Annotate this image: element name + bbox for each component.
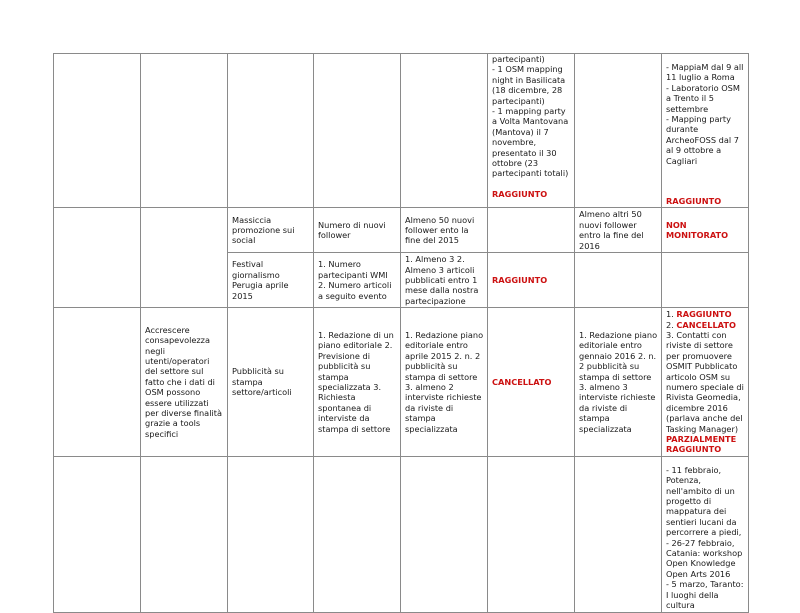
cell-objective xyxy=(54,308,141,457)
table-row xyxy=(54,308,749,457)
result-line: - 5 marzo, Taranto: I luoghi della cultura xyxy=(666,579,744,611)
status-badge: RAGGIUNTO xyxy=(492,274,548,285)
cell-result-2016 xyxy=(662,208,749,253)
cell-action xyxy=(228,456,314,612)
cell-target-2016 xyxy=(575,253,662,308)
cell-target-2015: Almeno 50 nuovi follower ento la fine del 2015 xyxy=(401,208,488,253)
cell-target-2015: 1. Almeno 3 2. Almeno 3 articoli pubblicati entro 1 mese dalla nostra partecipazione xyxy=(401,253,488,308)
cell-result-2015 xyxy=(488,308,575,457)
status-badge: NON MONITORATO xyxy=(666,219,729,241)
table-row xyxy=(54,456,749,612)
cell-target-2016 xyxy=(575,456,662,612)
result-line: - 11 febbraio, Potenza, nell'ambito di un progetto di mappatura dei sentieri lucani da percorrere a piedi, xyxy=(666,464,742,538)
status-badge: PARZIALMENTE RAGGIUNTO xyxy=(666,434,737,455)
cell-result-2016 xyxy=(662,456,749,612)
cell-indicator: 1. Numero partecipanti WMI 2. Numero articoli a seguito evento xyxy=(314,253,401,308)
cell-action: Festival giornalismo Perugia aprile 2015 xyxy=(228,253,314,308)
cell-result-2015 xyxy=(488,54,575,208)
cell-result-2015 xyxy=(488,208,575,253)
item-number: 2. xyxy=(666,319,677,330)
cell-activity-area xyxy=(141,54,228,208)
cell-indicator xyxy=(314,456,401,612)
status-badge: RAGGIUNTO xyxy=(676,309,732,320)
cell-result-2015 xyxy=(488,456,575,612)
status-badge: CANCELLATO xyxy=(492,376,552,387)
cell-action: Massiccia promozione sui social xyxy=(228,208,314,253)
status-badge: RAGGIUNTO xyxy=(492,188,548,199)
status-badge: CANCELLATO xyxy=(676,319,736,330)
cell-objective xyxy=(54,208,141,253)
cell-target-2015 xyxy=(401,54,488,208)
cell-indicator: Numero di nuovi follower xyxy=(314,208,401,253)
result-line: - 1 mapping party a Volta Mantovana (Mantova) il 7 novembre, presentato il 30 ottobre (23 partecipanti totali) xyxy=(492,106,569,179)
cell-target-2016: Almeno altri 50 nuovi follower entro la fine del 2016 xyxy=(575,208,662,253)
result-line: - Mapping party durante ArcheoFOSS dal 7 al 9 ottobre a Cagliari xyxy=(666,114,739,166)
cell-objective xyxy=(54,54,141,208)
cell-target-2016 xyxy=(575,54,662,208)
cell-action: Pubblicità su stampa settore/articoli xyxy=(228,308,314,457)
cell-activity-area: Accrescere consapevolezza negli utenti/operatori del settore sul fatto che i dati di OSM possono essere utilizzati per diverse finalità grazie a tools specifici xyxy=(141,308,228,457)
result-line: partecipanti) xyxy=(492,54,545,64)
cell-indicator: 1. Redazione di un piano editoriale 2. Previsione di pubblicità su stampa specializzata 3. Richiesta spontanea di interviste da stampa di settore xyxy=(314,308,401,457)
cell-indicator xyxy=(314,54,401,208)
result-line: - 1 OSM mapping night in Basilicata (18 dicembre, 28 partecipanti) xyxy=(492,64,566,106)
cell-objective xyxy=(54,253,141,308)
cell-activity-area xyxy=(141,253,228,308)
cell-target-2015 xyxy=(401,456,488,612)
cell-result-2016 xyxy=(662,253,749,308)
cell-objective xyxy=(54,456,141,612)
cell-result-2015 xyxy=(488,253,575,308)
cell-result-2016 xyxy=(662,54,749,208)
result-line: - 26-27 febbraio, Catania: workshop Open Knowledge Open Arts 2016 xyxy=(666,537,743,579)
item-number: 1. xyxy=(666,309,677,320)
objectives-table xyxy=(53,53,749,613)
cell-target-2016: 1. Redazione piano editoriale entro gennaio 2016 2. n. 2 pubblicità su stampa di settore 3. almeno 3 interviste richieste da riviste di stampa specializzata xyxy=(575,308,662,457)
result-line: - Laboratorio OSM a Trento il 5 settembre xyxy=(666,82,740,114)
result-line: 3. Contatti con riviste di settore per promuovere OSMIT Pubblicato articolo OSM su numero speciale di Rivista Geomedia, dicembre 2016 (parlava anche del Tasking Manager) xyxy=(666,329,744,434)
cell-activity-area xyxy=(141,208,228,253)
table-row xyxy=(54,54,749,208)
cell-target-2015: 1. Redazione piano editoriale entro aprile 2015 2. n. 2 pubblicità su stampa di settore 3. almeno 2 interviste richieste da riviste di stampa specializzata xyxy=(401,308,488,457)
cell-action xyxy=(228,54,314,208)
cell-activity-area xyxy=(141,456,228,612)
cell-result-2016 xyxy=(662,308,749,457)
table-row xyxy=(54,208,749,253)
result-line: - MappiaM dal 9 all 11 luglio a Roma xyxy=(666,62,744,83)
status-badge: RAGGIUNTO xyxy=(666,196,722,207)
table-row xyxy=(54,253,749,308)
